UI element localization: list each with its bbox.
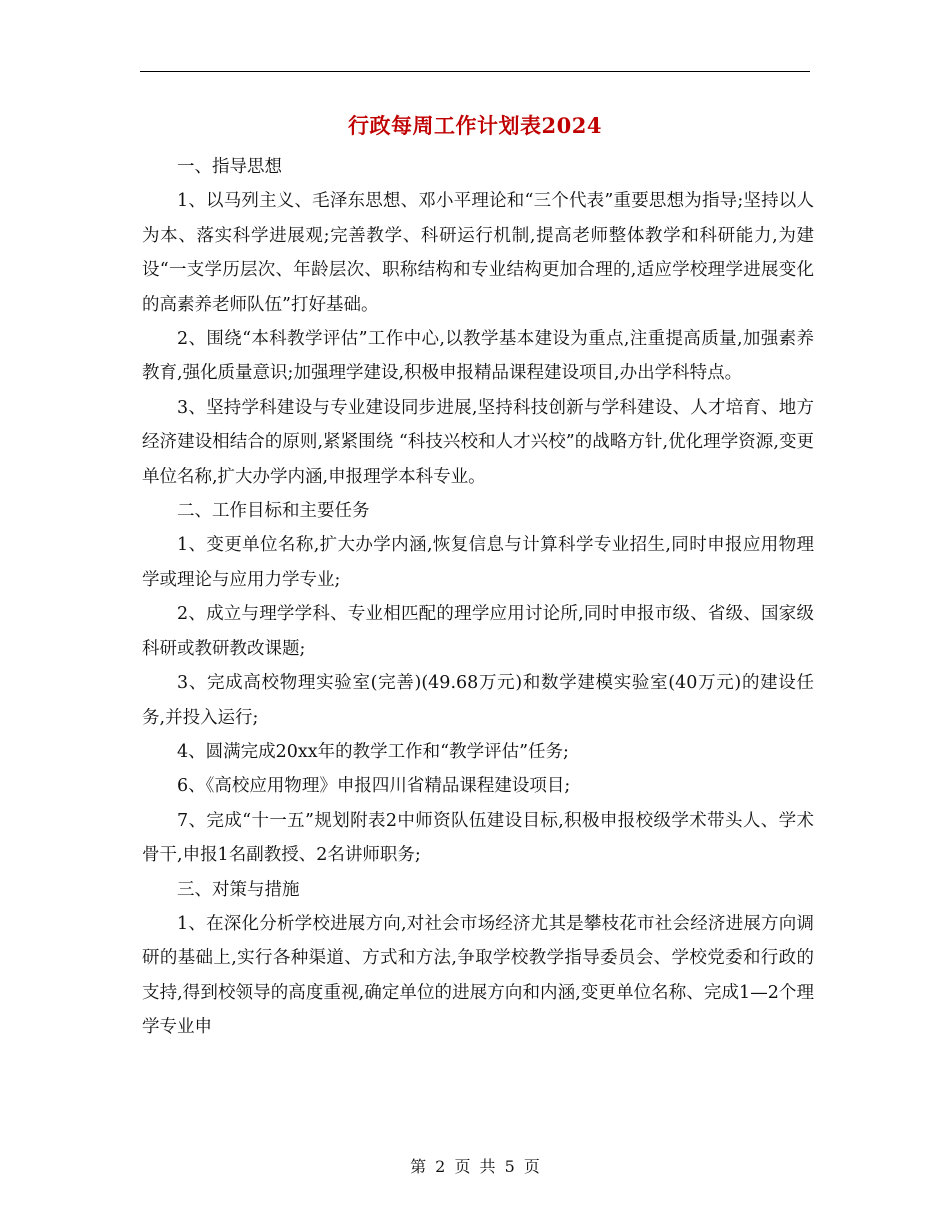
document-body (142, 150, 814, 1045)
header-rule (140, 71, 810, 72)
paragraph: 3、完成高校物理实验室(完善)(49.68万元)和数学建模实验室(40万元)的建设任务,并投入运行; (142, 673, 814, 728)
section-heading: 二、工作目标和主要任务 (177, 501, 370, 522)
page-number: 第 2 页 共 5 页 (410, 1157, 540, 1176)
paragraph: 2、成立与理学学科、专业相匹配的理学应用讨论所,同时申报市级、省级、国家级科研或教研教改课题; (142, 604, 814, 659)
paragraph: 4、圆满完成20xx年的教学工作和“教学评估”任务; (177, 741, 569, 762)
document-title: 行政每周工作计划表2024 (348, 113, 602, 138)
paragraph: 1、变更单位名称,扩大办学内涵,恢复信息与计算科学专业招生,同时申报应用物理学或理论与应用力学专业; (142, 535, 814, 590)
paragraph: 1、在深化分析学校进展方向,对社会市场经济尤其是攀枝花市社会经济进展方向调研的基础上,实行各种渠道、方式和方法,争取学校教学指导委员会、学校党委和行政的支持,得到校领导的高度重视,确定单位的进展方向和内涵,变更单位名称、完成1—2个理学专业申 (142, 913, 814, 1038)
paragraph: 7、完成“十一五”规划附表2中师资队伍建设目标,积极申报校级学术带头人、学术骨干,申报1名副教授、2名讲师职务; (142, 810, 814, 866)
paragraph: 1、以马列主义、毛泽东思想、邓小平理论和“三个代表”重要思想为指导;坚持以人为本、落实科学进展观;完善教学、科研运行机制,提高老师整体教学和科研能力,为建设“一支学历层次、年龄层次、职称结构和专业结构更加合理的,适应学校理学进展变化的高素养老师队伍”打好基础。 (142, 191, 814, 315)
section-heading: 三、对策与措施 (177, 879, 300, 900)
paragraph: 6、《高校应用物理》申报四川省精品课程建设项目; (177, 776, 571, 797)
paragraph: 2、围绕“本科教学评估”工作中心,以教学基本建设为重点,注重提高质量,加强素养教育,强化质量意识;加强理学建设,积极申报精品课程建设项目,办出学科特点。 (142, 329, 814, 384)
paragraph: 3、坚持学科建设与专业建设同步进展,坚持科技创新与学科建设、人才培育、地方经济建设相结合的原则,紧紧围绕 “科技兴校和人才兴校”的战略方针,优化理学资源,变更单位名称,扩大办学内涵,申报理学本科专业。 (142, 397, 814, 487)
section-heading: 一、指导思想 (177, 157, 282, 177)
